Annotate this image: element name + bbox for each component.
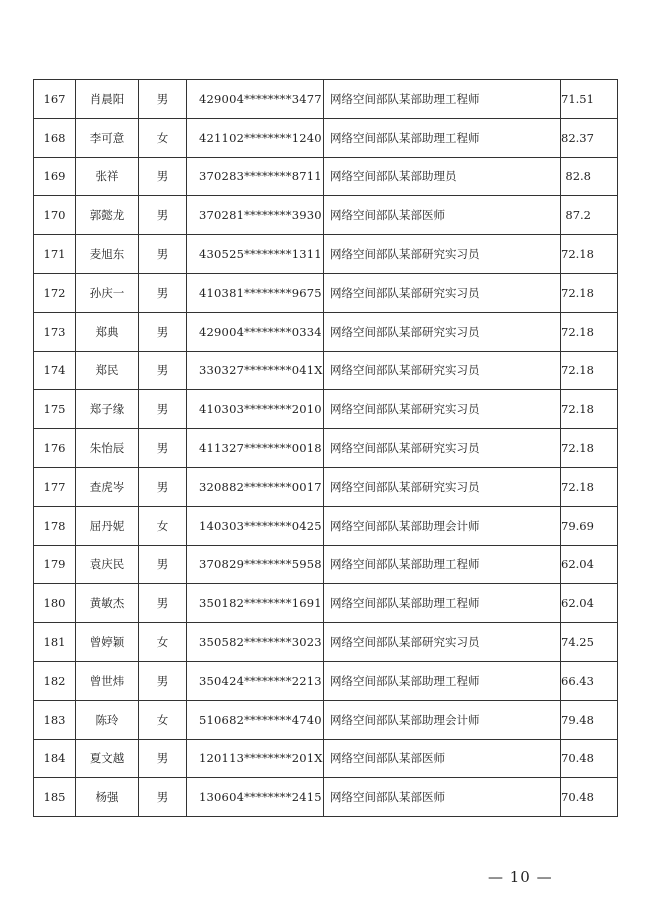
cell-serial-number: 169 (34, 157, 76, 196)
cell-gender: 男 (139, 467, 187, 506)
cell-gender: 男 (139, 273, 187, 312)
table-row (34, 390, 618, 429)
cell-id-number: 120113********201X (187, 739, 324, 778)
cell-gender: 男 (139, 739, 187, 778)
cell-position: 网络空间部队某部助理员 (324, 157, 561, 196)
roster-table (33, 79, 618, 817)
cell-position: 网络空间部队某部研究实习员 (324, 623, 561, 662)
table-row (34, 429, 618, 468)
cell-id-number: 370829********5958 (187, 545, 324, 584)
table-row (34, 778, 618, 817)
cell-serial-number: 170 (34, 196, 76, 235)
cell-score: 74.25 (561, 623, 618, 662)
table-row (34, 118, 618, 157)
table-row (34, 196, 618, 235)
table-row (34, 584, 618, 623)
table-row (34, 545, 618, 584)
cell-name: 孙庆一 (76, 273, 139, 312)
cell-id-number: 320882********0017 (187, 467, 324, 506)
cell-id-number: 350582********3023 (187, 623, 324, 662)
cell-name: 夏文越 (76, 739, 139, 778)
cell-id-number: 350424********2213 (187, 661, 324, 700)
cell-position: 网络空间部队某部医师 (324, 739, 561, 778)
cell-id-number: 510682********4740 (187, 700, 324, 739)
cell-score: 66.43 (561, 661, 618, 700)
cell-position: 网络空间部队某部助理工程师 (324, 545, 561, 584)
cell-position: 网络空间部队某部研究实习员 (324, 312, 561, 351)
cell-serial-number: 176 (34, 429, 76, 468)
cell-id-number: 330327********041X (187, 351, 324, 390)
cell-position: 网络空间部队某部研究实习员 (324, 235, 561, 274)
cell-gender: 男 (139, 661, 187, 700)
cell-gender: 女 (139, 623, 187, 662)
cell-name: 肖晨阳 (76, 80, 139, 119)
roster-table-body (34, 80, 618, 817)
cell-name: 曾婷颖 (76, 623, 139, 662)
cell-id-number: 429004********3477 (187, 80, 324, 119)
table-row (34, 623, 618, 662)
table-row (34, 506, 618, 545)
cell-serial-number: 184 (34, 739, 76, 778)
page-number: — 10 — (488, 868, 553, 886)
cell-serial-number: 167 (34, 80, 76, 119)
cell-position: 网络空间部队某部助理会计师 (324, 700, 561, 739)
cell-position: 网络空间部队某部研究实习员 (324, 390, 561, 429)
cell-serial-number: 171 (34, 235, 76, 274)
table-row (34, 235, 618, 274)
cell-name: 郑典 (76, 312, 139, 351)
table-row (34, 739, 618, 778)
cell-name: 杨强 (76, 778, 139, 817)
table-row (34, 273, 618, 312)
cell-score: 62.04 (561, 584, 618, 623)
cell-id-number: 410303********2010 (187, 390, 324, 429)
cell-gender: 女 (139, 506, 187, 545)
cell-serial-number: 178 (34, 506, 76, 545)
cell-position: 网络空间部队某部助理工程师 (324, 584, 561, 623)
cell-name: 郭懿龙 (76, 196, 139, 235)
cell-name: 查虎岑 (76, 467, 139, 506)
cell-name: 袁庆民 (76, 545, 139, 584)
cell-serial-number: 174 (34, 351, 76, 390)
cell-id-number: 410381********9675 (187, 273, 324, 312)
cell-name: 陈玲 (76, 700, 139, 739)
cell-id-number: 421102********1240 (187, 118, 324, 157)
cell-serial-number: 185 (34, 778, 76, 817)
cell-serial-number: 175 (34, 390, 76, 429)
cell-id-number: 350182********1691 (187, 584, 324, 623)
cell-score: 72.18 (561, 273, 618, 312)
cell-score: 70.48 (561, 739, 618, 778)
cell-position: 网络空间部队某部研究实习员 (324, 429, 561, 468)
cell-gender: 女 (139, 118, 187, 157)
cell-id-number: 370281********3930 (187, 196, 324, 235)
cell-name: 黄敏杰 (76, 584, 139, 623)
cell-gender: 男 (139, 235, 187, 274)
cell-score: 71.51 (561, 80, 618, 119)
table-row (34, 661, 618, 700)
cell-gender: 男 (139, 545, 187, 584)
cell-score: 79.69 (561, 506, 618, 545)
cell-name: 曾世炜 (76, 661, 139, 700)
cell-serial-number: 183 (34, 700, 76, 739)
cell-position: 网络空间部队某部助理工程师 (324, 80, 561, 119)
cell-gender: 男 (139, 196, 187, 235)
cell-score: 82.8 (561, 157, 618, 196)
cell-gender: 男 (139, 429, 187, 468)
cell-score: 70.48 (561, 778, 618, 817)
cell-serial-number: 180 (34, 584, 76, 623)
cell-gender: 女 (139, 700, 187, 739)
cell-serial-number: 173 (34, 312, 76, 351)
cell-score: 79.48 (561, 700, 618, 739)
cell-id-number: 411327********0018 (187, 429, 324, 468)
cell-gender: 男 (139, 80, 187, 119)
cell-name: 郑民 (76, 351, 139, 390)
table-row (34, 312, 618, 351)
cell-id-number: 430525********1311 (187, 235, 324, 274)
cell-score: 72.18 (561, 390, 618, 429)
cell-position: 网络空间部队某部医师 (324, 196, 561, 235)
cell-score: 72.18 (561, 351, 618, 390)
cell-name: 麦旭东 (76, 235, 139, 274)
cell-gender: 男 (139, 312, 187, 351)
cell-position: 网络空间部队某部研究实习员 (324, 467, 561, 506)
cell-gender: 男 (139, 584, 187, 623)
cell-name: 屈丹妮 (76, 506, 139, 545)
cell-score: 72.18 (561, 235, 618, 274)
cell-gender: 男 (139, 157, 187, 196)
cell-id-number: 370283********8711 (187, 157, 324, 196)
cell-position: 网络空间部队某部研究实习员 (324, 351, 561, 390)
cell-score: 72.18 (561, 312, 618, 351)
cell-score: 72.18 (561, 429, 618, 468)
cell-position: 网络空间部队某部助理工程师 (324, 118, 561, 157)
cell-name: 张祥 (76, 157, 139, 196)
cell-id-number: 429004********0334 (187, 312, 324, 351)
table-row (34, 157, 618, 196)
cell-position: 网络空间部队某部研究实习员 (324, 273, 561, 312)
cell-serial-number: 179 (34, 545, 76, 584)
cell-score: 62.04 (561, 545, 618, 584)
cell-serial-number: 172 (34, 273, 76, 312)
cell-gender: 男 (139, 390, 187, 429)
table-row (34, 700, 618, 739)
cell-serial-number: 177 (34, 467, 76, 506)
cell-position: 网络空间部队某部助理工程师 (324, 661, 561, 700)
cell-gender: 男 (139, 351, 187, 390)
table-row (34, 80, 618, 119)
cell-serial-number: 182 (34, 661, 76, 700)
cell-name: 郑子缘 (76, 390, 139, 429)
cell-name: 李可意 (76, 118, 139, 157)
cell-score: 82.37 (561, 118, 618, 157)
table-row (34, 467, 618, 506)
cell-id-number: 130604********2415 (187, 778, 324, 817)
cell-serial-number: 168 (34, 118, 76, 157)
cell-score: 87.2 (561, 196, 618, 235)
cell-position: 网络空间部队某部助理会计师 (324, 506, 561, 545)
table-row (34, 351, 618, 390)
cell-score: 72.18 (561, 467, 618, 506)
cell-serial-number: 181 (34, 623, 76, 662)
cell-name: 朱怡辰 (76, 429, 139, 468)
cell-position: 网络空间部队某部医师 (324, 778, 561, 817)
cell-id-number: 140303********0425 (187, 506, 324, 545)
cell-gender: 男 (139, 778, 187, 817)
